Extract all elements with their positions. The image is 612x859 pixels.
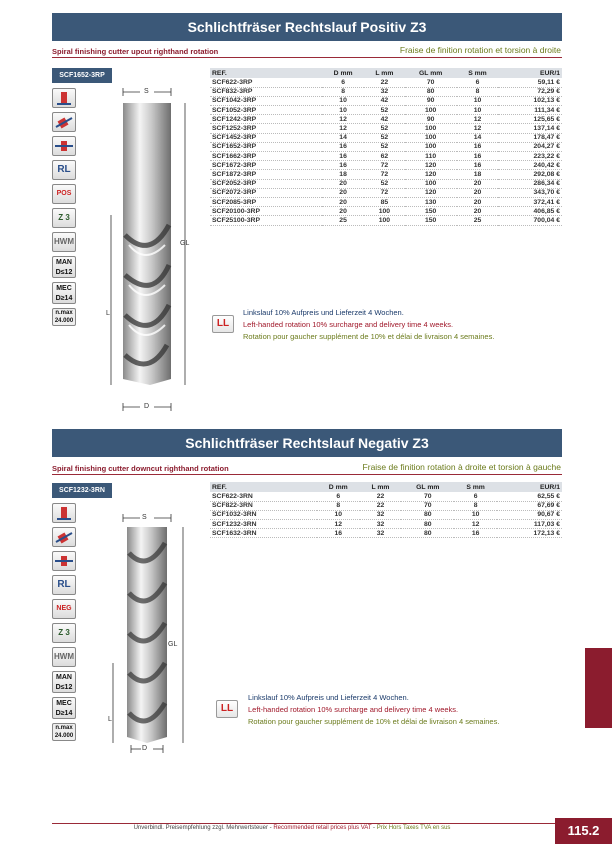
table-cell: 10	[454, 510, 496, 519]
header-price: EUR/1	[497, 482, 562, 492]
rl-badge: RL	[52, 160, 76, 180]
header-d: D mm	[317, 482, 360, 492]
dim-l-label: L	[106, 310, 110, 317]
note-de: Linkslauf 10% Aufpreis und Lieferzeit 4 Wochen.	[248, 693, 409, 702]
table-cell: 22	[364, 78, 404, 87]
table-cell: SCF1452-3RP	[210, 133, 322, 142]
header-ref: REF.	[210, 482, 317, 492]
table-cell: SCF2085-3RP	[210, 197, 322, 206]
table-cell: 110	[405, 152, 457, 161]
table-row	[210, 510, 562, 519]
table-cell: 67,69 €	[497, 501, 562, 510]
table-cell: 150	[405, 207, 457, 216]
table-cell: 120	[405, 161, 457, 170]
footer-sep: -	[267, 825, 274, 831]
table-cell: 16	[457, 152, 498, 161]
table-cell: 20	[457, 179, 498, 188]
table-cell: 16	[317, 529, 360, 538]
table-cell: 6	[454, 492, 496, 501]
mec-badge: MEC D≥14	[52, 697, 76, 719]
dim-d-label: D	[144, 403, 150, 410]
table-cell: 20	[322, 197, 364, 206]
table-cell: 10	[317, 510, 360, 519]
table-cell: SCF2072-3RP	[210, 188, 322, 197]
table-cell: 52	[364, 106, 404, 115]
table-row	[210, 179, 562, 188]
table-cell: 100	[364, 216, 404, 225]
table-cell: 286,34 €	[498, 179, 562, 188]
table-cell: 72	[364, 170, 404, 179]
table-cell: 16	[457, 161, 498, 170]
table-cell: 32	[360, 510, 401, 519]
table-cell: 20	[322, 179, 364, 188]
table-cell: 59,11 €	[498, 78, 562, 87]
header-d: D mm	[322, 68, 364, 78]
table-cell: SCF1242-3RP	[210, 115, 322, 124]
table-cell: 32	[360, 520, 401, 529]
table-cell: SCF2052-3RP	[210, 179, 322, 188]
table-row	[210, 142, 562, 151]
ll-badge: LL	[212, 315, 234, 333]
table-row	[210, 106, 562, 115]
table-cell: 52	[364, 179, 404, 188]
note-fr: Rotation pour gaucher supplément de 10% et délai de livraison 4 semaines.	[243, 332, 495, 341]
table-cell: 90,67 €	[497, 510, 562, 519]
table-row	[210, 161, 562, 170]
table-cell: 22	[360, 492, 401, 501]
table-cell: 8	[317, 501, 360, 510]
table-cell: 16	[457, 142, 498, 151]
table-cell: 85	[364, 197, 404, 206]
section2-subtitle-fr: Fraise de finition rotation à droite et torsion à gauche	[362, 462, 561, 472]
table-cell: 100	[405, 133, 457, 142]
table-cell: 90	[405, 115, 457, 124]
section1-ref-tag: SCF1652-3RP	[52, 68, 112, 83]
table-cell: 22	[360, 501, 401, 510]
table-cell: 10	[322, 96, 364, 105]
note-fr: Rotation pour gaucher supplément de 10% et délai de livraison 4 semaines.	[248, 717, 500, 726]
cutter-angle-icon	[52, 112, 76, 132]
table-cell: 100	[405, 142, 457, 151]
section2-subtitle-en: Spiral finishing cutter downcut righthand rotation	[52, 464, 229, 473]
section1-icon-column	[52, 88, 76, 330]
table-cell: 32	[360, 529, 401, 538]
dim-d-label: D	[142, 745, 148, 752]
table-cell: 18	[457, 170, 498, 179]
section2-title: Schlichtfräser Rechtslauf Negativ Z3	[52, 429, 562, 457]
table-cell: 10	[322, 106, 364, 115]
table-cell: 16	[322, 161, 364, 170]
table-cell: SCF1632-3RN	[210, 529, 317, 538]
table-cell: 20	[322, 188, 364, 197]
table-cell: 292,08 €	[498, 170, 562, 179]
footer-de: Unverbindl. Preisempfehlung zzgl. Mehrwertsteuer	[133, 825, 268, 831]
table-cell: 12	[457, 115, 498, 124]
table-cell: 25	[322, 216, 364, 225]
table-cell: 100	[364, 207, 404, 216]
table-cell: SCF20100-3RP	[210, 207, 322, 216]
table-cell: 80	[401, 529, 454, 538]
table-cell: 10	[457, 96, 498, 105]
table-row	[210, 188, 562, 197]
header-gl: GL mm	[401, 482, 454, 492]
table-cell: 372,41 €	[498, 197, 562, 206]
section1-price-table	[210, 68, 562, 226]
table-cell: 20	[457, 207, 498, 216]
table-cell: 8	[454, 501, 496, 510]
table-cell: 102,13 €	[498, 96, 562, 105]
table-cell: SCF622-3RP	[210, 78, 322, 87]
table-cell: 12	[322, 124, 364, 133]
table-row	[210, 152, 562, 161]
table-cell: 90	[405, 96, 457, 105]
table-cell: SCF822-3RN	[210, 501, 317, 510]
footer-en: Recommended retail prices plus VAT	[273, 825, 372, 831]
section1-divider	[52, 57, 562, 58]
pos-badge: POS	[52, 184, 76, 204]
table-cell: SCF1652-3RP	[210, 142, 322, 151]
dim-gl-label: GL	[180, 240, 190, 247]
dim-s-label: S	[142, 514, 147, 521]
table-cell: 72,29 €	[498, 87, 562, 96]
table-cell: SCF25100-3RP	[210, 216, 322, 225]
nmax-badge: n.max 24.000	[52, 308, 76, 326]
table-cell: 16	[454, 529, 496, 538]
table-cell: 8	[322, 87, 364, 96]
cutter-depth-icon	[52, 503, 76, 523]
table-cell: 32	[364, 87, 404, 96]
section1-subtitle-fr: Fraise de finition rotation et torsion à droite	[399, 45, 561, 55]
section2-cutter-drawing	[105, 513, 195, 763]
table-row	[210, 501, 562, 510]
table-cell: 700,04 €	[498, 216, 562, 225]
table-cell: 204,27 €	[498, 142, 562, 151]
table-cell: SCF1872-3RP	[210, 170, 322, 179]
table-cell: 20	[457, 188, 498, 197]
man-badge: MAN D≤12	[52, 671, 76, 693]
header-ref: REF.	[210, 68, 322, 78]
table-cell: SCF1042-3RP	[210, 96, 322, 105]
table-cell: 223,22 €	[498, 152, 562, 161]
table-cell: 178,47 €	[498, 133, 562, 142]
man-badge: MAN D≤12	[52, 256, 76, 278]
table-cell: 62,55 €	[497, 492, 562, 501]
table-cell: 120	[405, 188, 457, 197]
table-cell: 6	[317, 492, 360, 501]
table-cell: 18	[322, 170, 364, 179]
table-header-row	[210, 482, 562, 492]
table-row	[210, 170, 562, 179]
section1-title: Schlichtfräser Rechtslauf Positiv Z3	[52, 13, 562, 41]
table-row	[210, 96, 562, 105]
table-cell: 52	[364, 124, 404, 133]
mec-badge: MEC D≥14	[52, 282, 76, 304]
cutter-angle-icon	[52, 527, 76, 547]
note-de: Linkslauf 10% Aufpreis und Lieferzeit 4 Wochen.	[243, 308, 404, 317]
note-en: Left-handed rotation 10% surcharge and delivery time 4 weeks.	[243, 320, 454, 329]
table-cell: SCF1032-3RN	[210, 510, 317, 519]
table-cell: 70	[401, 492, 454, 501]
table-cell: 42	[364, 96, 404, 105]
neg-badge: NEG	[52, 599, 76, 619]
table-row	[210, 78, 562, 87]
table-cell: 80	[401, 510, 454, 519]
section2-divider	[52, 474, 562, 475]
table-row	[210, 87, 562, 96]
table-cell: SCF1232-3RN	[210, 520, 317, 529]
table-row	[210, 133, 562, 142]
dim-gl-label: GL	[168, 641, 178, 648]
table-cell: 172,13 €	[497, 529, 562, 538]
table-cell: 137,14 €	[498, 124, 562, 133]
table-header-row	[210, 68, 562, 78]
table-cell: 25	[457, 216, 498, 225]
table-cell: 150	[405, 216, 457, 225]
cutter-depth-icon	[52, 88, 76, 108]
table-cell: SCF1252-3RP	[210, 124, 322, 133]
table-cell: 125,65 €	[498, 115, 562, 124]
table-row	[210, 216, 562, 225]
table-cell: SCF1662-3RP	[210, 152, 322, 161]
table-cell: 52	[364, 133, 404, 142]
table-cell: 8	[457, 87, 498, 96]
table-cell: 14	[457, 133, 498, 142]
hwm-badge: HWM	[52, 232, 76, 252]
header-l: L mm	[360, 482, 401, 492]
chapter-side-tab	[585, 648, 612, 728]
footer-divider	[52, 823, 604, 824]
z3-badge: Z 3	[52, 623, 76, 643]
table-row	[210, 124, 562, 133]
table-cell: 12	[322, 115, 364, 124]
ll-badge: LL	[216, 700, 238, 718]
table-cell: 6	[457, 78, 498, 87]
table-cell: 130	[405, 197, 457, 206]
table-cell: SCF1672-3RP	[210, 161, 322, 170]
cutter-feed-icon	[52, 136, 76, 156]
table-cell: 117,03 €	[497, 520, 562, 529]
section1-cutter-drawing	[105, 85, 195, 415]
table-cell: 72	[364, 161, 404, 170]
section2-price-table	[210, 482, 562, 538]
table-cell: 100	[405, 124, 457, 133]
table-cell: 12	[457, 124, 498, 133]
dim-l-label: L	[108, 716, 112, 723]
table-cell: 406,85 €	[498, 207, 562, 216]
table-row	[210, 520, 562, 529]
section1-lefthand-note	[243, 307, 494, 343]
table-cell: 80	[401, 520, 454, 529]
table-cell: 100	[405, 106, 457, 115]
table-cell: 343,70 €	[498, 188, 562, 197]
z3-badge: Z 3	[52, 208, 76, 228]
table-cell: 16	[322, 152, 364, 161]
footer-fr: Prix Hors Taxes TVA en sus	[376, 825, 451, 831]
table-cell: 62	[364, 152, 404, 161]
header-s: S mm	[457, 68, 498, 78]
dim-s-label: S	[144, 88, 149, 95]
table-cell: 14	[322, 133, 364, 142]
table-row	[210, 197, 562, 206]
table-cell: SCF1052-3RP	[210, 106, 322, 115]
table-cell: 52	[364, 142, 404, 151]
note-en: Left-handed rotation 10% surcharge and delivery time 4 weeks.	[248, 705, 459, 714]
table-cell: 12	[317, 520, 360, 529]
header-gl: GL mm	[405, 68, 457, 78]
table-cell: 70	[401, 501, 454, 510]
section2-icon-column	[52, 503, 76, 745]
footer-note	[52, 825, 532, 831]
table-cell: 10	[457, 106, 498, 115]
table-cell: SCF832-3RP	[210, 87, 322, 96]
table-cell: 20	[457, 197, 498, 206]
table-cell: 111,34 €	[498, 106, 562, 115]
hwm-badge: HWM	[52, 647, 76, 667]
table-cell: 240,42 €	[498, 161, 562, 170]
section1-subtitle-en: Spiral finishing cutter upcut righthand rotation	[52, 47, 219, 56]
table-row	[210, 529, 562, 538]
table-row	[210, 492, 562, 501]
header-l: L mm	[364, 68, 404, 78]
header-s: S mm	[454, 482, 496, 492]
page-number: 115.2	[555, 818, 612, 844]
rl-badge: RL	[52, 575, 76, 595]
table-cell: 72	[364, 188, 404, 197]
table-cell: 16	[322, 142, 364, 151]
table-cell: 42	[364, 115, 404, 124]
table-cell: 80	[405, 87, 457, 96]
header-price: EUR/1	[498, 68, 562, 78]
footer-sep: -	[371, 825, 377, 831]
table-cell: 70	[405, 78, 457, 87]
table-row	[210, 115, 562, 124]
section2-lefthand-note	[248, 692, 499, 728]
nmax-badge: n.max 24.000	[52, 723, 76, 741]
table-cell: 20	[322, 207, 364, 216]
table-cell: 12	[454, 520, 496, 529]
table-cell: 100	[405, 179, 457, 188]
table-cell: 120	[405, 170, 457, 179]
table-row	[210, 207, 562, 216]
cutter-feed-icon	[52, 551, 76, 571]
table-cell: 6	[322, 78, 364, 87]
table-cell: SCF622-3RN	[210, 492, 317, 501]
section2-ref-tag: SCF1232-3RN	[52, 483, 112, 498]
